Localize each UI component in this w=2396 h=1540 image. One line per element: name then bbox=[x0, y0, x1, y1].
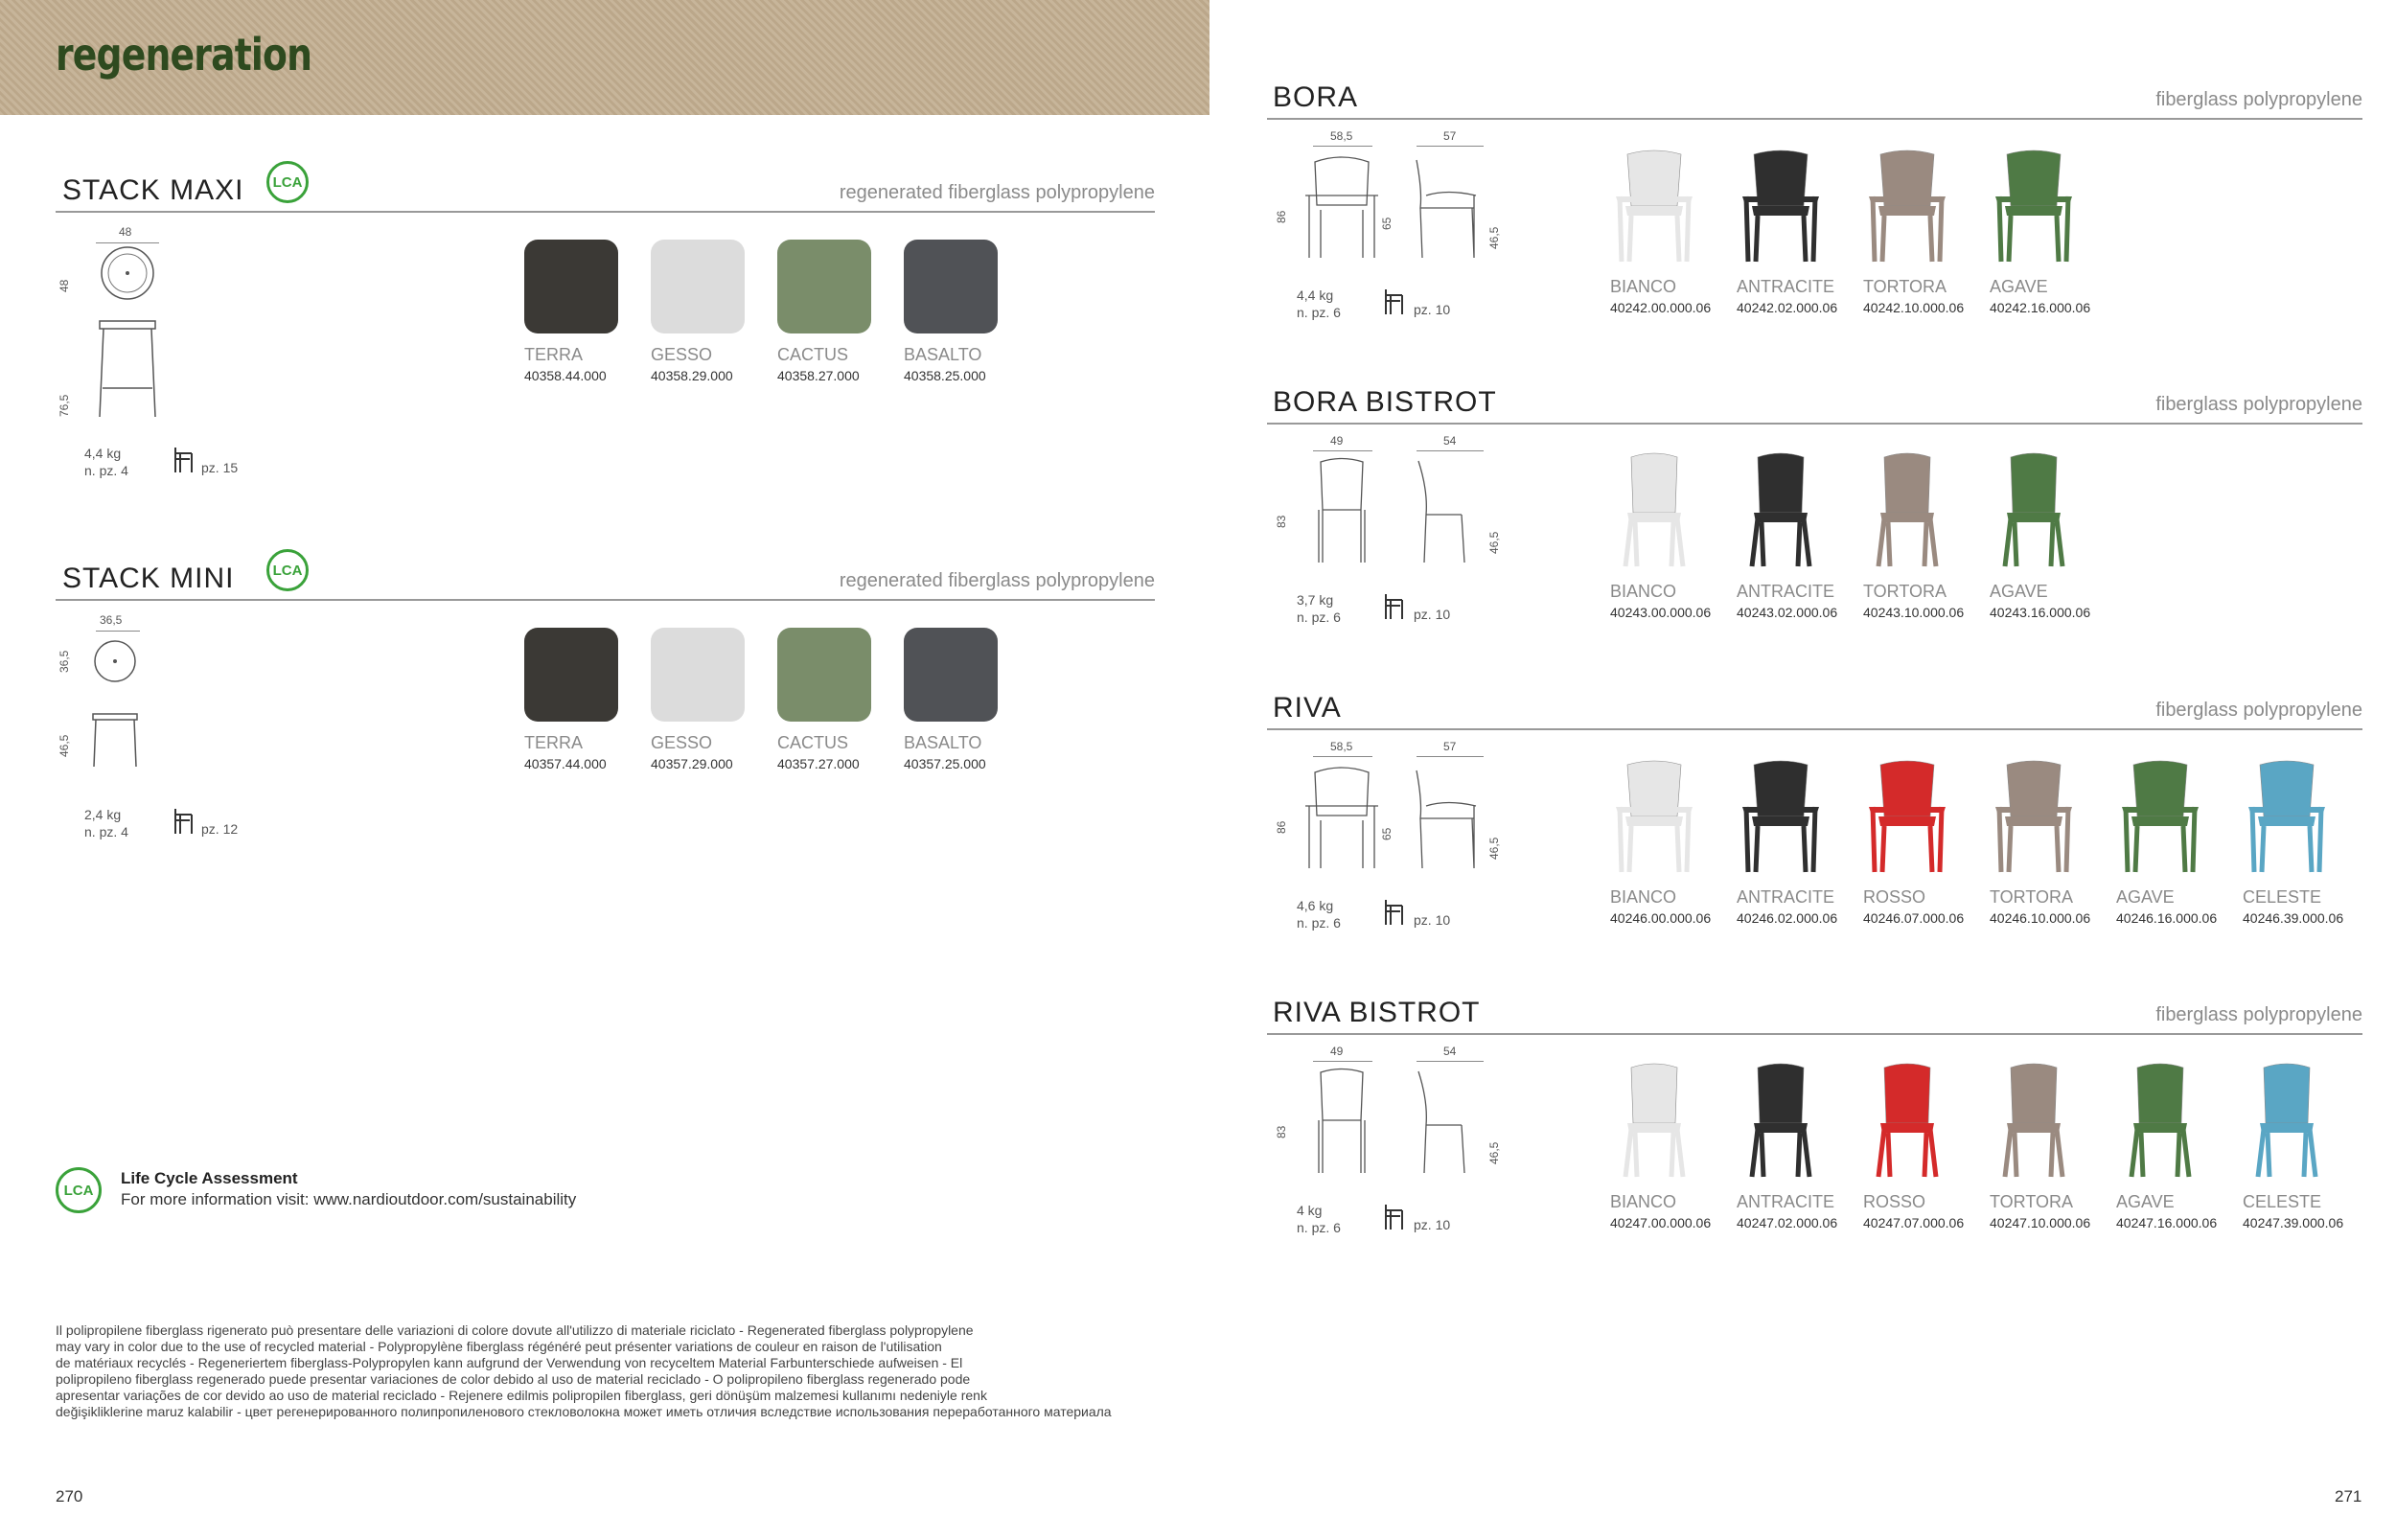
variant-code: 40358.29.000 bbox=[651, 368, 733, 383]
variant-label: CACTUS bbox=[777, 345, 849, 364]
lca-badge-text: LCA bbox=[272, 562, 303, 579]
variant-code: 40243.00.000.06 bbox=[1610, 605, 1712, 620]
weight-label: 4 kg bbox=[1297, 1203, 1323, 1218]
variant-label: TERRA bbox=[524, 345, 584, 364]
variant-code: 40246.02.000.06 bbox=[1737, 910, 1838, 926]
variant-label: AGAVE bbox=[2116, 887, 2175, 907]
chair-image bbox=[1863, 757, 1951, 877]
page-number-left: 270 bbox=[56, 1487, 83, 1506]
stack-icon bbox=[1383, 592, 1408, 621]
chair-image bbox=[1737, 451, 1825, 571]
variant-label: AGAVE bbox=[1990, 277, 2048, 296]
variant-code: 40358.27.000 bbox=[777, 368, 860, 383]
color-swatch bbox=[524, 628, 618, 722]
variant-label: TORTORA bbox=[1990, 1192, 2074, 1211]
variant-code: 40247.07.000.06 bbox=[1863, 1215, 1965, 1230]
dimension-line bbox=[1417, 450, 1484, 451]
variant-label: CELESTE bbox=[2243, 1192, 2322, 1211]
chair-image bbox=[1737, 757, 1825, 877]
variant-code: 40242.00.000.06 bbox=[1610, 300, 1712, 315]
product-material: fiberglass polypropylene bbox=[2155, 700, 2362, 721]
chair-image bbox=[1610, 147, 1698, 266]
color-swatch bbox=[524, 240, 618, 333]
variant-label: TORTORA bbox=[1863, 582, 1947, 601]
color-swatch bbox=[777, 240, 871, 333]
chair-image bbox=[1737, 1062, 1825, 1182]
variant-code: 40357.27.000 bbox=[777, 756, 860, 771]
chair-drawing bbox=[1303, 1068, 1514, 1183]
chair-image bbox=[1610, 757, 1698, 877]
variant-code: 40358.25.000 bbox=[904, 368, 986, 383]
weight-label: 3,7 kg bbox=[1297, 592, 1334, 608]
variant-label: BIANCO bbox=[1610, 887, 1677, 907]
dimension-line bbox=[1417, 756, 1484, 757]
height-dimension: 76,5 bbox=[58, 394, 71, 417]
color-swatch bbox=[777, 628, 871, 722]
color-swatch bbox=[904, 240, 998, 333]
variant-code: 40358.44.000 bbox=[524, 368, 607, 383]
pallet-qty: pz. 12 bbox=[201, 821, 239, 837]
chair-image bbox=[1990, 1062, 2078, 1182]
chair-image bbox=[2243, 757, 2331, 877]
variant-label: ROSSO bbox=[1863, 887, 1926, 907]
disclaimer-line: may vary in color due to the use of recycled material - Polypropylène fiberglass régénéré peut présenter variations de couleur en raison de l'utilisation bbox=[56, 1339, 942, 1354]
seat-height-dimension: 46,5 bbox=[1487, 837, 1501, 860]
stack-icon bbox=[1383, 287, 1408, 316]
page-number-right: 271 bbox=[2335, 1487, 2362, 1506]
header-banner bbox=[0, 0, 1210, 115]
lca-note-title: Life Cycle Assessment bbox=[121, 1169, 298, 1187]
pallet-qty: pz. 10 bbox=[1414, 302, 1451, 317]
variant-code: 40247.16.000.06 bbox=[2116, 1215, 2218, 1230]
variant-label: AGAVE bbox=[2116, 1192, 2175, 1211]
variant-code: 40357.44.000 bbox=[524, 756, 607, 771]
chair-image bbox=[2116, 1062, 2204, 1182]
product-material: fiberglass polypropylene bbox=[2155, 394, 2362, 415]
chair-image bbox=[1990, 147, 2078, 266]
section-divider bbox=[1267, 1033, 2362, 1035]
variant-code: 40247.02.000.06 bbox=[1737, 1215, 1838, 1230]
disclaimer-line: polipropileno fiberglass regenerado puede presentar variaciones de color debido al uso de material reciclado - O polipropileno fiberglass regenerado pode bbox=[56, 1371, 971, 1387]
product-title: BORA bbox=[1273, 81, 1359, 113]
variant-label: CACTUS bbox=[777, 733, 849, 752]
depth-dimension: 36,5 bbox=[58, 650, 71, 673]
product-material: fiberglass polypropylene bbox=[2155, 1004, 2362, 1025]
section-divider bbox=[56, 599, 1155, 601]
variant-label: AGAVE bbox=[1990, 582, 2048, 601]
variant-code: 40242.02.000.06 bbox=[1737, 300, 1838, 315]
variant-label: TORTORA bbox=[1990, 887, 2074, 907]
pallet-qty: pz. 10 bbox=[1414, 1217, 1451, 1232]
depth-dimension: 48 bbox=[58, 279, 71, 292]
variant-label: BIANCO bbox=[1610, 582, 1677, 601]
arm-height-dimension: 65 bbox=[1380, 217, 1394, 230]
chair-drawing bbox=[1303, 457, 1514, 572]
chair-image bbox=[2116, 757, 2204, 877]
variant-code: 40357.25.000 bbox=[904, 756, 986, 771]
pieces-label: n. pz. 4 bbox=[84, 463, 128, 478]
product-title: RIVA bbox=[1273, 692, 1342, 724]
variant-code: 40246.10.000.06 bbox=[1990, 910, 2091, 926]
variant-code: 40357.29.000 bbox=[651, 756, 733, 771]
variant-label: ANTRACITE bbox=[1737, 277, 1835, 296]
dimension-line bbox=[1313, 450, 1372, 451]
width-dimension: 49 bbox=[1330, 1045, 1344, 1058]
variant-label: CELESTE bbox=[2243, 887, 2322, 907]
depth-dimension: 57 bbox=[1443, 740, 1457, 753]
lca-badge-text: LCA bbox=[272, 173, 303, 191]
dimension-line bbox=[1417, 1061, 1484, 1062]
dimension-line bbox=[96, 242, 159, 243]
height-dimension: 83 bbox=[1275, 515, 1288, 528]
variant-code: 40247.10.000.06 bbox=[1990, 1215, 2091, 1230]
lca-icon bbox=[266, 161, 309, 203]
width-dimension: 36,5 bbox=[100, 613, 123, 627]
lca-icon bbox=[56, 1167, 102, 1213]
stack-icon bbox=[173, 446, 197, 474]
stack-icon bbox=[1383, 898, 1408, 927]
disclaimer-line: değişikliklerine maruz kalabilir - цвет регенерированного полипропиленового стекловолокна может иметь отличия вследствие использования переработанного материала bbox=[56, 1404, 1112, 1419]
chair-image bbox=[1863, 1062, 1951, 1182]
chair-image bbox=[1737, 147, 1825, 266]
variant-code: 40243.16.000.06 bbox=[1990, 605, 2091, 620]
chair-image bbox=[1610, 451, 1698, 571]
pieces-label: n. pz. 6 bbox=[1297, 609, 1341, 625]
chair-image bbox=[1863, 451, 1951, 571]
variant-label: TORTORA bbox=[1863, 277, 1947, 296]
variant-code: 40246.07.000.06 bbox=[1863, 910, 1965, 926]
height-dimension: 86 bbox=[1275, 210, 1288, 223]
variant-code: 40243.10.000.06 bbox=[1863, 605, 1965, 620]
product-material: fiberglass polypropylene bbox=[2155, 89, 2362, 110]
dimension-line bbox=[1417, 146, 1484, 147]
weight-label: 4,4 kg bbox=[84, 446, 122, 461]
pieces-label: n. pz. 6 bbox=[1297, 305, 1341, 320]
variant-label: ANTRACITE bbox=[1737, 582, 1835, 601]
product-title: BORA BISTROT bbox=[1273, 386, 1497, 418]
stack-icon bbox=[1383, 1203, 1408, 1231]
chair-image bbox=[1990, 757, 2078, 877]
disclaimer-line: Il polipropilene fiberglass rigenerato può presentare delle variazioni di colore dovute all'utilizzo di materiale riciclato - Regenerated fiberglass polypropylene bbox=[56, 1322, 974, 1338]
pallet-qty: pz. 10 bbox=[1414, 607, 1451, 622]
variant-code: 40247.39.000.06 bbox=[2243, 1215, 2344, 1230]
chair-image bbox=[2243, 1062, 2331, 1182]
product-material: regenerated fiberglass polypropylene bbox=[839, 570, 1155, 591]
chair-image bbox=[1863, 147, 1951, 266]
variant-code: 40246.00.000.06 bbox=[1610, 910, 1712, 926]
section-divider bbox=[1267, 423, 2362, 425]
variant-label: ANTRACITE bbox=[1737, 887, 1835, 907]
pieces-label: n. pz. 6 bbox=[1297, 915, 1341, 931]
variant-label: ROSSO bbox=[1863, 1192, 1926, 1211]
chair-image bbox=[1610, 1062, 1698, 1182]
variant-code: 40243.02.000.06 bbox=[1737, 605, 1838, 620]
collection-title: regeneration bbox=[56, 29, 312, 80]
color-variation-disclaimer bbox=[56, 1322, 1158, 1420]
product-title: RIVA BISTROT bbox=[1273, 997, 1481, 1028]
height-dimension: 83 bbox=[1275, 1125, 1288, 1138]
section-divider bbox=[56, 211, 1155, 213]
lca-badge-text: LCA bbox=[63, 1182, 94, 1199]
seat-height-dimension: 46,5 bbox=[1487, 1141, 1501, 1164]
depth-dimension: 57 bbox=[1443, 129, 1457, 143]
arm-height-dimension: 65 bbox=[1380, 827, 1394, 840]
width-dimension: 58,5 bbox=[1330, 740, 1353, 753]
stool-drawing bbox=[86, 244, 201, 465]
product-title: STACK MAXI bbox=[62, 174, 244, 206]
width-dimension: 48 bbox=[119, 225, 132, 239]
disclaimer-line: apresentar variações de cor devido ao uso de material reciclado - Rejenere edilmis polipropilen fiberglass, geri dönüşüm malzemesi kullanımı nedeniyle renk bbox=[56, 1388, 987, 1403]
color-swatch bbox=[651, 240, 745, 333]
dimension-line bbox=[1313, 146, 1372, 147]
variant-label: BIANCO bbox=[1610, 1192, 1677, 1211]
pieces-label: n. pz. 4 bbox=[84, 824, 128, 839]
chair-drawing bbox=[1303, 152, 1514, 267]
stack-icon bbox=[173, 807, 197, 836]
weight-label: 4,4 kg bbox=[1297, 287, 1334, 303]
width-dimension: 49 bbox=[1330, 434, 1344, 448]
variant-label: GESSO bbox=[651, 345, 713, 364]
dimension-line bbox=[1313, 756, 1372, 757]
variant-code: 40242.16.000.06 bbox=[1990, 300, 2091, 315]
variant-label: ANTRACITE bbox=[1737, 1192, 1835, 1211]
variant-code: 40247.00.000.06 bbox=[1610, 1215, 1712, 1230]
product-material: regenerated fiberglass polypropylene bbox=[839, 182, 1155, 203]
product-title: STACK MINI bbox=[62, 563, 235, 594]
variant-code: 40246.16.000.06 bbox=[2116, 910, 2218, 926]
variant-label: GESSO bbox=[651, 733, 713, 752]
disclaimer-line: de matériaux recyclés - Regeneriertem fiberglass-Polypropylen kann aufgrund der Verwendung von recyceltem Material Farbunterschiede aufweisen - El bbox=[56, 1355, 963, 1370]
variant-label: BIANCO bbox=[1610, 277, 1677, 296]
lca-note-text: For more information visit: www.nardioutdoor.com/sustainability bbox=[121, 1190, 577, 1208]
variant-label: TERRA bbox=[524, 733, 584, 752]
lca-icon bbox=[266, 549, 309, 591]
dimension-line bbox=[1313, 1061, 1372, 1062]
color-swatch bbox=[904, 628, 998, 722]
dimension-line bbox=[96, 631, 140, 632]
pallet-qty: pz. 15 bbox=[201, 460, 239, 475]
seat-height-dimension: 46,5 bbox=[1487, 226, 1501, 249]
variant-code: 40242.10.000.06 bbox=[1863, 300, 1965, 315]
depth-dimension: 54 bbox=[1443, 434, 1457, 448]
variant-label: BASALTO bbox=[904, 733, 982, 752]
pallet-qty: pz. 10 bbox=[1414, 912, 1451, 928]
variant-label: BASALTO bbox=[904, 345, 982, 364]
height-dimension: 46,5 bbox=[58, 734, 71, 757]
chair-drawing bbox=[1303, 763, 1514, 878]
depth-dimension: 54 bbox=[1443, 1045, 1457, 1058]
width-dimension: 58,5 bbox=[1330, 129, 1353, 143]
seat-height-dimension: 46,5 bbox=[1487, 531, 1501, 554]
chair-image bbox=[1990, 451, 2078, 571]
height-dimension: 86 bbox=[1275, 820, 1288, 834]
section-divider bbox=[1267, 118, 2362, 120]
weight-label: 4,6 kg bbox=[1297, 898, 1334, 913]
color-swatch bbox=[651, 628, 745, 722]
weight-label: 2,4 kg bbox=[84, 807, 122, 822]
pieces-label: n. pz. 6 bbox=[1297, 1220, 1341, 1235]
section-divider bbox=[1267, 728, 2362, 730]
variant-code: 40246.39.000.06 bbox=[2243, 910, 2344, 926]
